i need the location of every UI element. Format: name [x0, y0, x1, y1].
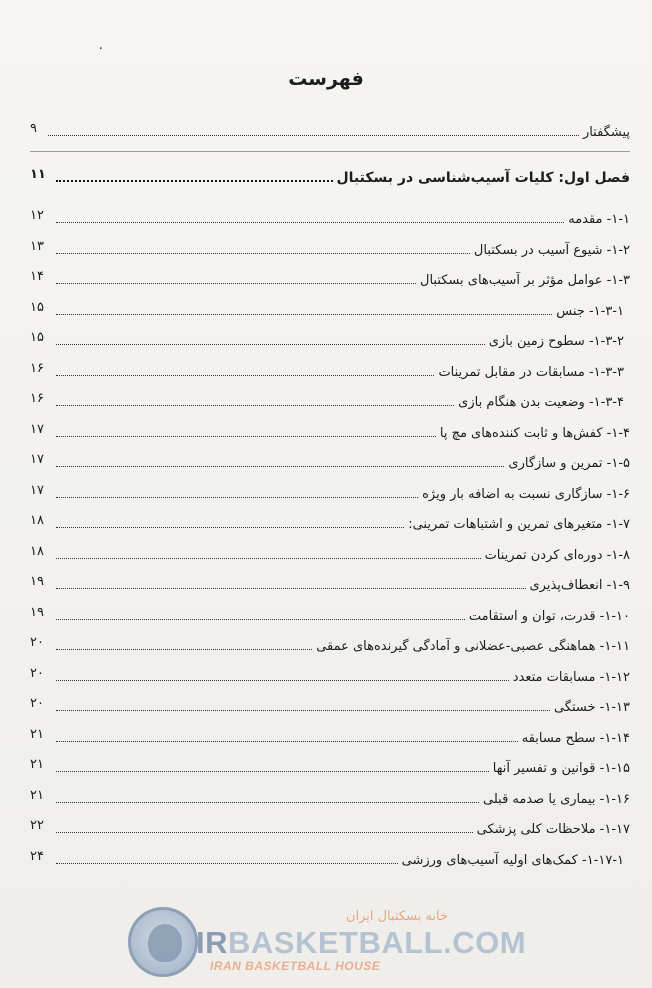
- leader-dots: [56, 344, 485, 345]
- toc-row: [30, 323, 630, 353]
- toc-row: [30, 293, 630, 323]
- toc-entry-label: ۱-۳-۳- مسابقات در مقابل تمرینات: [438, 364, 624, 380]
- leader-dots: [56, 741, 518, 742]
- watermark-main: [196, 925, 526, 961]
- toc-page-number: ۲۱: [30, 757, 44, 772]
- leader-dots: [56, 253, 470, 254]
- leader-dots: [56, 436, 436, 437]
- leader-dots: [56, 588, 526, 589]
- toc-entry-label: ۱-۷- متغیرهای تمرین و اشتباهات تمرینی:: [408, 517, 630, 532]
- toc-row: [30, 628, 630, 658]
- toc-row: [30, 537, 630, 567]
- toc-entry-label: ۱-۱۲- مسابقات متعدد: [512, 669, 630, 685]
- toc-entry-label: ۱-۱۴- سطح مسابقه: [521, 730, 630, 746]
- lion-basketball-icon: [128, 907, 198, 977]
- toc-page-number: ۹: [30, 121, 37, 136]
- toc-entry-label: ۱-۱۰- قدرت، توان و استقامت: [468, 608, 630, 624]
- toc-entry-label: ۱-۳-۲- سطوح زمین بازی: [488, 334, 624, 349]
- toc-page-number: ۱۹: [30, 574, 44, 589]
- toc-page-number: ۱۲: [30, 208, 44, 223]
- divider: [30, 151, 630, 152]
- toc-page-number: ۱۵: [30, 299, 44, 315]
- toc-entry-label: ۱-۱۷- ملاحظات کلی پزشکی: [476, 822, 630, 837]
- toc-entry-label: ۱-۹- انعطاف‌پذیری: [529, 578, 630, 593]
- toc-entry-label: ۱-۱۷-۱- کمک‌های اولیه آسیب‌های ورزشی: [401, 852, 624, 868]
- toc-row: [30, 567, 630, 597]
- toc-page-number: ۱۵: [30, 330, 44, 345]
- toc-row-preface: [30, 114, 630, 144]
- page-mark: ٠: [97, 40, 105, 56]
- toc-entry-label: پیشگفتار: [582, 125, 630, 140]
- leader-dots: [56, 405, 454, 406]
- toc-row: [30, 720, 630, 750]
- toc-row: [30, 354, 630, 384]
- toc-row: [30, 811, 630, 841]
- toc-row: [30, 659, 630, 689]
- chapter-label: فصل اول: کلیات آسیب‌شناسی در بسکتبال: [336, 170, 630, 186]
- toc-row: [30, 506, 630, 536]
- toc-row: [30, 689, 630, 719]
- watermark-main-rest: BASKETBALL.COM: [228, 925, 527, 960]
- leader-dots: [56, 466, 504, 467]
- toc-page-number: ۱۳: [30, 238, 44, 254]
- toc-page-number: ۱۴: [30, 269, 44, 284]
- toc-entry-label: ۱-۴- کفش‌ها و ثابت کننده‌های مچ پا: [439, 425, 630, 441]
- toc-entry-label: ۱-۳-۴- وضعیت بدن هنگام بازی: [458, 395, 624, 410]
- toc-page-number: ۱۶: [30, 391, 44, 406]
- toc-entry-label: ۱-۱۵- قوانین و تفسیر آنها: [492, 761, 630, 776]
- toc-entry-label: ۱-۱۶- بیماری یا صدمه قبلی: [483, 791, 630, 807]
- toc-page-number: ۱۱: [30, 167, 46, 182]
- toc-row: [30, 201, 630, 231]
- leader-dots: [56, 180, 333, 182]
- toc-page-number: ۱۷: [30, 421, 44, 437]
- toc-entry-label: ۱-۱۳- خستگی: [553, 700, 630, 715]
- toc-row: [30, 842, 630, 872]
- toc-page-number: ۱۸: [30, 513, 44, 528]
- watermark-persian: خانه بسکتبال ایران: [345, 909, 448, 924]
- leader-dots: [56, 497, 418, 498]
- leader-dots: [56, 527, 404, 528]
- toc-entry-label: ۱-۸- دوره‌ای کردن تمرینات: [484, 547, 630, 563]
- toc-title: فهرست: [288, 68, 364, 90]
- toc-page-number: ۱۸: [30, 543, 44, 559]
- toc-entry-label: ۱-۳-۱- جنس: [556, 303, 624, 319]
- leader-dots: [56, 863, 398, 864]
- toc-page-number: ۲۱: [30, 726, 44, 742]
- toc-entry-label: ۱-۶- سازگاری نسبت به اضافه بار ویژه: [422, 486, 630, 502]
- watermark-sub: IRAN BASKETBALL HOUSE: [210, 959, 381, 973]
- watermark-main-ir: IR: [196, 925, 228, 960]
- leader-dots: [56, 649, 312, 650]
- leader-dots: [56, 619, 465, 620]
- toc-page-number: ۱۹: [30, 604, 44, 620]
- toc-row: [30, 384, 630, 414]
- toc-row: [30, 445, 630, 475]
- leader-dots: [56, 771, 489, 772]
- toc-page-number: ۲۰: [30, 635, 44, 650]
- leader-dots: [56, 314, 552, 315]
- toc-page-number: ۲۱: [30, 787, 44, 803]
- toc-entry-label: ۱-۱۱- هماهنگی عصبی-عضلانی و آمادگی گیرنده‌های عمقی: [316, 639, 630, 654]
- leader-dots: [56, 558, 481, 559]
- leader-dots: [56, 222, 564, 223]
- toc-row: [30, 232, 630, 262]
- toc-row: [30, 415, 630, 445]
- toc-entry-label: ۱-۵- تمرین و سازگاری: [508, 456, 630, 471]
- toc-page-number: ۲۲: [30, 818, 44, 833]
- toc-entry-label: ۱-۱- مقدمه: [568, 212, 630, 227]
- toc-page-number: ۱۶: [30, 360, 44, 376]
- leader-dots: [56, 375, 434, 376]
- toc-row: [30, 781, 630, 811]
- toc-row-chapter: [30, 160, 630, 190]
- watermark-logo: [128, 905, 558, 983]
- toc-row: [30, 262, 630, 292]
- leader-dots: [56, 802, 479, 803]
- toc-entry-label: ۱-۳- عوامل مؤثر بر آسیب‌های بسکتبال: [420, 273, 630, 288]
- leader-dots: [56, 680, 509, 681]
- toc-page-number: ۲۰: [30, 696, 44, 711]
- toc-row: [30, 476, 630, 506]
- leader-dots: [56, 832, 473, 833]
- leader-dots: [56, 283, 416, 284]
- toc-page-number: ۲۰: [30, 665, 44, 681]
- toc-page-number: ۱۷: [30, 452, 44, 467]
- toc-entry-label: ۱-۲- شیوع آسیب در بسکتبال: [473, 242, 630, 258]
- leader-dots: [56, 710, 550, 711]
- toc-row: [30, 598, 630, 628]
- toc-page-number: ۲۴: [30, 848, 44, 864]
- toc-row: [30, 750, 630, 780]
- toc-page-number: ۱۷: [30, 482, 44, 498]
- leader-dots: [48, 135, 579, 136]
